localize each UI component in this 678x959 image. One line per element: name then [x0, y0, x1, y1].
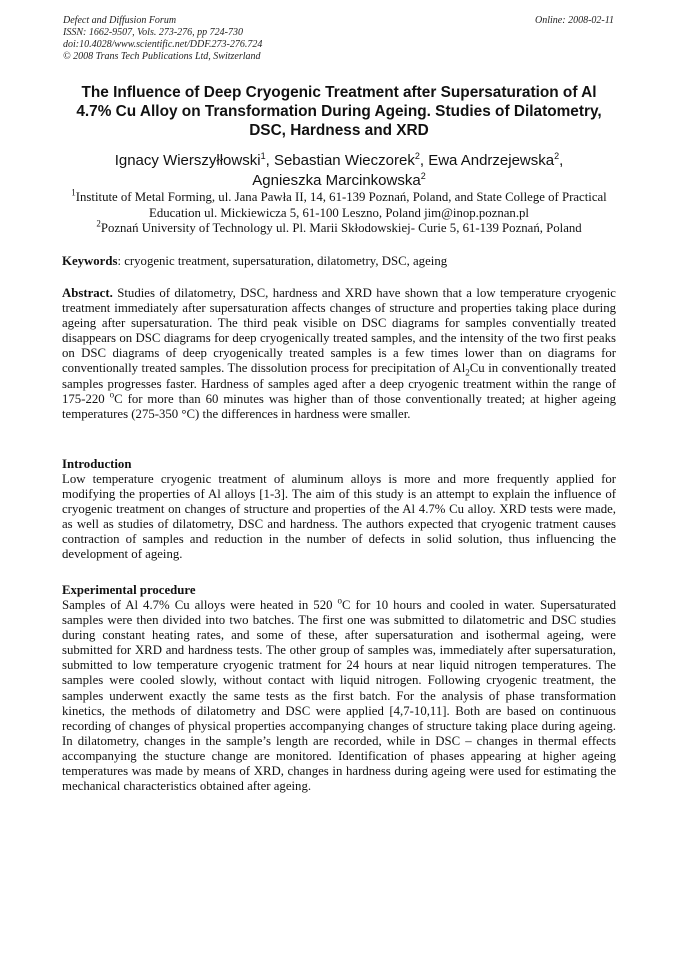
- author-name: Ewa Andrzejewska: [428, 152, 555, 169]
- author-name: Ignacy Wierszyłłowski: [114, 152, 261, 169]
- doi-line: doi:10.4028/www.scientific.net/DDF.273-276.724: [63, 39, 263, 50]
- subscript: 2: [465, 368, 470, 379]
- issn-line: ISSN: 1662-9507, Vols. 273-276, pp 724-730: [63, 27, 243, 38]
- online-date: Online: 2008-02-11: [535, 15, 614, 26]
- abstract: [62, 286, 616, 422]
- affiliation-number: 2: [96, 218, 101, 229]
- experimental-section: [62, 583, 616, 794]
- author-affiliation-mark: 2: [420, 170, 426, 181]
- author-affiliation-mark: 2: [554, 151, 560, 161]
- affiliations: [62, 187, 616, 237]
- abstract-label: Abstract.: [62, 286, 113, 300]
- affiliation-number: 1: [71, 187, 76, 198]
- author-name: Sebastian Wieczorek: [273, 152, 415, 169]
- journal-header: [63, 15, 262, 63]
- author-separator: ,: [419, 152, 429, 169]
- copyright-line: © 2008 Trans Tech Publications Ltd, Switzerland: [63, 51, 261, 62]
- affiliation-1: [62, 187, 616, 221]
- experimental-text-part: C for 10 hours and cooled in water. Supersaturated samples were then divided into two batches. The first one was submitted to dilatometric and DSC studies during constant heating rates, and some of these, after supersaturation and isothermal ageing, were submitted for XRD and hardness tests. The other group of samples was, immediately after supersaturation, submitted to low temperature cryogenic tratment for 24 hours at near liquid nitrogen temperatures. The samples were cooled slowly, without contact with liquid nitrogen. Following cryogenic treatment, the samples underwent exactly the same tests as the first batch. For the analysis of phase transformation kinetics, the methods of dilatometry and DSC were applied [4,7-10,11]. Both are based on continuous recording of changes of physical properties accompanying changes of structure taking place during ageing. In dilatometry, changes in the sample’s length are recorded, while in DSC – changes in thermal effects accompanying the stucture change are monitored. Identification of phases appearing at higher ageing temperatures was made by means of XRD, changes in hardness during ageing were used for estimating the mechanical characteristics obtained after ageing.: [62, 598, 617, 794]
- experimental-text: [62, 595, 617, 794]
- introduction-section: [62, 457, 616, 563]
- experimental-text-part: Samples of Al 4.7% Cu alloys were heated in 520: [62, 598, 338, 612]
- experimental-heading: Experimental procedure: [62, 583, 196, 597]
- author-name: Agnieszka Marcinkowska: [252, 171, 421, 189]
- introduction-heading: Introduction: [62, 457, 132, 471]
- author-affiliation-mark: 2: [414, 151, 420, 161]
- abstract-text: Cu in conventionally treated samples progresses faster. Hardness of samples aged after a deep cryogenic treatment within the range of 175-220: [62, 361, 616, 406]
- journal-name: Defect and Diffusion Forum: [63, 15, 177, 26]
- affiliation-text: Poznań University of Technology ul. Pl. Marii Skłodowskiej- Curie 5, 61-139 Poznań, Poland: [100, 221, 582, 236]
- author-affiliation-mark: 1: [260, 151, 266, 161]
- keywords-text: : cryogenic treatment, supersaturation, dilatometry, DSC, ageing: [117, 254, 448, 268]
- abstract-text: Studies of dilatometry, DSC, hardness and XRD have shown that a low temperature cryogenic treatment immediately after supersaturation affects changes of structure and properties taking place during ageing after supersaturation. The third peak visible on DSC diagrams for samples conventially treated disappears on DSC diagrams for deep cryogenically treated samples, and the intensity of the two first peaks on DSC diagrams of deep cryogenically treated samples is a few times lower than on diagrams for conventionally treated samples. The dissolution process for precipitation of Al: [62, 286, 616, 376]
- affiliation-2: [62, 218, 616, 237]
- introduction-text: Low temperature cryogenic treatment of aluminum alloys is more and more frequently applied for modifying the properties of Al alloys [1-3]. The aim of this study is an attempt to explain the influence of cryogenic treatment on changes of structure and properties of the Al 4.7% Cu alloy. XRD tests were made, as well as studies of dilatometry, DSC and hardness. The authors expected that cryogenic tratment causes contraction of samples and reduction in the number of defects in solid solution, thus influencing the development of ageing.: [62, 472, 616, 562]
- keywords: [62, 254, 616, 269]
- paper-title: The Influence of Deep Cryogenic Treatment after Supersaturation of Al 4.7% Cu Alloy on Transformation During Ageing. Studies of Dilatometry, DSC, Hardness and XRD: [76, 84, 602, 139]
- author-list: [62, 151, 616, 190]
- author-separator: ,: [265, 152, 274, 169]
- degree-superscript: o: [337, 595, 342, 606]
- abstract-text: C for more than 60 minutes was higher than of those conventionally treated; at higher ageing temperatures (275-350 °C) the differences in hardness were smaller.: [62, 391, 616, 421]
- author-separator: ,: [559, 152, 564, 169]
- degree-superscript: o: [109, 389, 115, 400]
- affiliation-text: Institute of Metal Forming, ul. Jana Pawła II, 14, 61-139 Poznań, Poland, and State College of Practical Education ul. Mickiewicza 5, 61-100 Leszno, Poland jim@inop.poznan.pl: [75, 190, 607, 220]
- keywords-label: Keywords: [62, 254, 118, 268]
